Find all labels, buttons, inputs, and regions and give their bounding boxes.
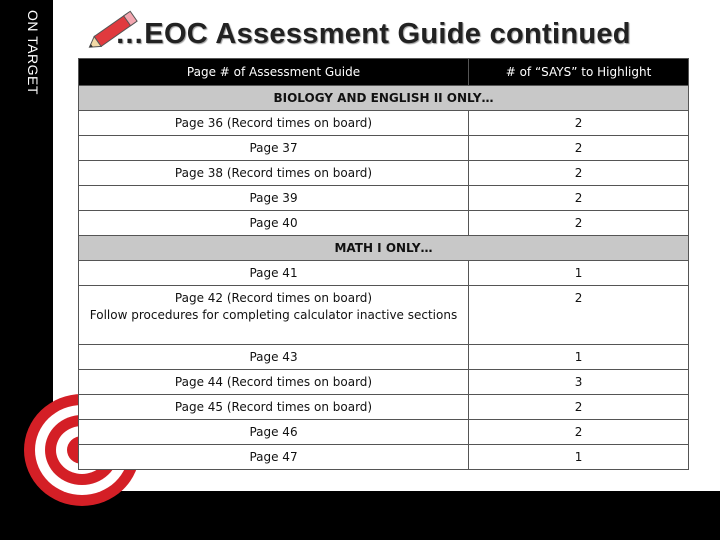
page-cell: Page 47 (79, 445, 469, 470)
table-row (79, 370, 689, 395)
section-title: MATH I ONLY… (79, 236, 689, 261)
table-row (79, 161, 689, 186)
page-cell: Page 46 (79, 420, 469, 445)
table-row (79, 111, 689, 136)
sidebar-label: ON TARGET (25, 10, 41, 95)
table-row (79, 186, 689, 211)
count-cell: 2 (469, 161, 689, 186)
page-cell: Page 44 (Record times on board) (79, 370, 469, 395)
section-header-biology-english (79, 86, 689, 111)
table-row (79, 420, 689, 445)
table-row (79, 211, 689, 236)
count-cell: 2 (469, 136, 689, 161)
count-cell: 2 (469, 286, 689, 345)
count-cell: 2 (469, 395, 689, 420)
count-cell: 3 (469, 370, 689, 395)
table-row (79, 445, 689, 470)
count-cell: 1 (469, 445, 689, 470)
table-row (79, 261, 689, 286)
page-cell: Page 43 (79, 345, 469, 370)
count-cell: 1 (469, 261, 689, 286)
table-header-row (79, 59, 689, 86)
section-title: BIOLOGY AND ENGLISH II ONLY… (79, 86, 689, 111)
table-row (79, 286, 689, 345)
count-cell: 2 (469, 186, 689, 211)
page-cell: Page 38 (Record times on board) (79, 161, 469, 186)
count-cell: 1 (469, 345, 689, 370)
page-cell (79, 286, 469, 345)
page-cell: Page 45 (Record times on board) (79, 395, 469, 420)
page-cell: Page 37 (79, 136, 469, 161)
table-row (79, 136, 689, 161)
assessment-guide-table (78, 58, 689, 470)
page-label: Page 42 (Record times on board) (174, 291, 373, 305)
count-cell: 2 (469, 211, 689, 236)
page-cell: Page 41 (79, 261, 469, 286)
page-cell: Page 40 (79, 211, 469, 236)
table-row (79, 395, 689, 420)
page-cell: Page 36 (Record times on board) (79, 111, 469, 136)
count-cell: 2 (469, 420, 689, 445)
header-page-column: Page # of Assessment Guide (79, 59, 469, 86)
header-says-column: # of “SAYS” to Highlight (469, 59, 689, 86)
table-row (79, 345, 689, 370)
section-header-math (79, 236, 689, 261)
page-note: Follow procedures for completing calculator inactive sections (89, 308, 458, 322)
count-cell: 2 (469, 111, 689, 136)
page-cell: Page 39 (79, 186, 469, 211)
page-title: …EOC Assessment Guide continued (115, 18, 631, 50)
